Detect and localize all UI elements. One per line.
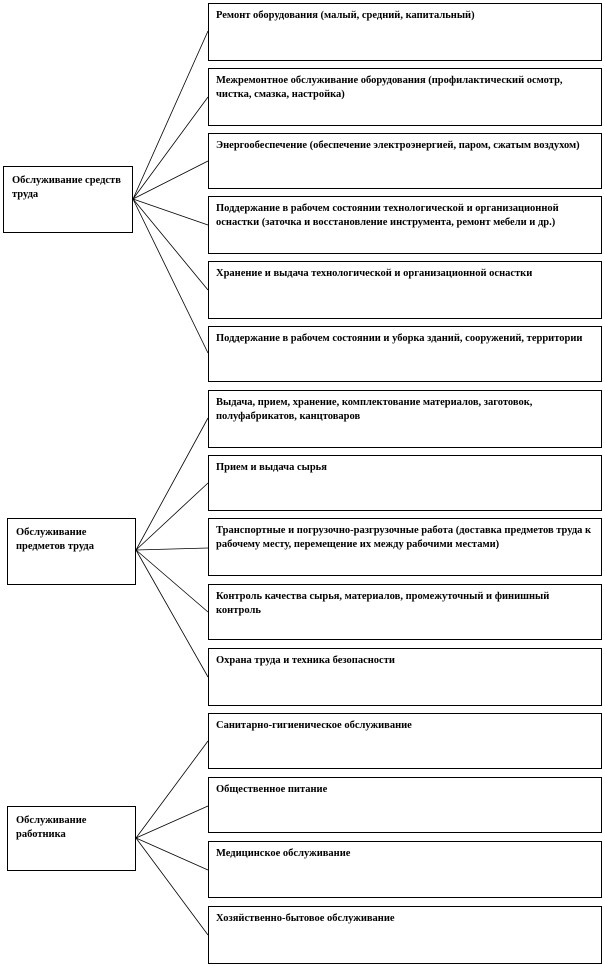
item-label: Выдача, прием, хранение, комплектование материалов, заготовок, полуфабрикатов, канцтоваров [216, 397, 533, 422]
item-box [208, 133, 602, 189]
item-box [208, 3, 602, 61]
connector-line [136, 418, 208, 550]
item-box [208, 518, 602, 576]
item-label: Межремонтное обслуживание оборудования (профилактический осмотр, чистка, смазка, настройка) [216, 75, 563, 100]
item-label: Охрана труда и техника безопасности [216, 655, 395, 666]
category-label: Обслуживание предметов труда [16, 527, 94, 552]
item-label: Контроль качества сырья, материалов, промежуточный и финишный контроль [216, 591, 550, 616]
connector-line [136, 838, 208, 935]
item-box [208, 455, 602, 511]
connector-line [136, 550, 208, 677]
item-label: Ремонт оборудования (малый, средний, капитальный) [216, 10, 475, 21]
item-label: Медицинское обслуживание [216, 848, 351, 859]
connector-line [133, 199, 208, 225]
item-label: Прием и выдача сырья [216, 462, 327, 473]
connector-line [136, 741, 208, 838]
item-label: Хранение и выдача технологической и организационной оснастки [216, 268, 533, 279]
item-box [208, 648, 602, 706]
item-box [208, 777, 602, 833]
item-box [208, 584, 602, 640]
category-label: Обслуживание работника [16, 815, 87, 840]
category-label: Обслуживание средств труда [12, 175, 121, 200]
item-label: Поддержание в рабочем состоянии технологической и организационной оснастки (заточка и восстановление инструмента, ремонт мебели и др.) [216, 203, 559, 228]
item-box [208, 390, 602, 448]
item-box [208, 326, 602, 382]
item-box [208, 841, 602, 898]
item-label: Поддержание в рабочем состоянии и уборка зданий, сооружений, территории [216, 333, 583, 344]
item-box [208, 68, 602, 126]
connector-line [133, 97, 208, 199]
item-box [208, 196, 602, 254]
connector-line [136, 483, 208, 550]
item-box [208, 713, 602, 769]
item-label: Хозяйственно-бытовое обслуживание [216, 913, 395, 924]
connector-line [133, 161, 208, 199]
item-label: Транспортные и погрузочно-разгрузочные работа (доставка предметов труда к рабочему месту, перемещение их между рабочими местами) [216, 525, 592, 550]
item-box [208, 261, 602, 319]
category-box-objects-of-labor [7, 518, 136, 585]
item-box [208, 906, 602, 964]
item-label: Общественное питание [216, 784, 328, 795]
connector-line [136, 550, 208, 612]
item-label: Санитарно-гигиеническое обслуживание [216, 720, 412, 731]
category-box-worker [7, 806, 136, 871]
connector-line [136, 838, 208, 870]
connector-line [136, 806, 208, 838]
item-label: Энергообеспечение (обеспечение электроэнергией, паром, сжатым воздухом) [216, 140, 580, 151]
connector-line [133, 31, 208, 199]
connector-line [136, 548, 208, 550]
category-box-means-of-labor [3, 166, 133, 233]
